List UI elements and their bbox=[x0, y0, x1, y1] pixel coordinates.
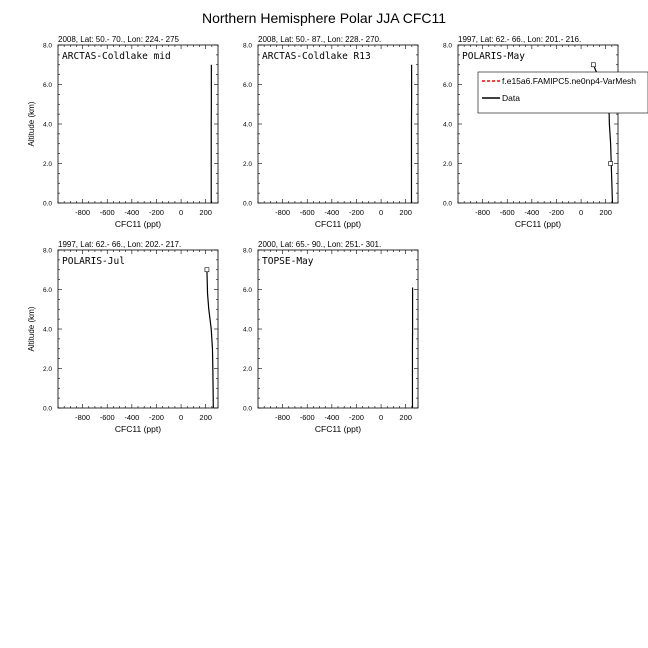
y-tick-label: 0.0 bbox=[42, 200, 52, 208]
plot-frame bbox=[458, 45, 618, 203]
x-tick-label: 200 bbox=[599, 208, 612, 217]
x-tick-label: -200 bbox=[148, 208, 164, 217]
x-tick-label: -400 bbox=[324, 208, 340, 217]
y-tick-label: 4.0 bbox=[242, 121, 252, 129]
y-tick-label: 8.0 bbox=[242, 42, 252, 50]
x-axis-label: CFC11 (ppt) bbox=[314, 219, 362, 229]
y-tick-label: 6.0 bbox=[242, 82, 252, 89]
legend bbox=[478, 72, 648, 113]
x-tick-label: 0 bbox=[178, 413, 184, 422]
y-tick-label: 0.0 bbox=[42, 405, 52, 413]
data-marker bbox=[591, 63, 595, 67]
y-tick-label: 0.0 bbox=[242, 200, 252, 208]
y-tick-label: 4.0 bbox=[442, 121, 452, 129]
y-tick-label: 4.0 bbox=[242, 326, 252, 334]
y-tick-label: 6.0 bbox=[242, 287, 252, 294]
x-tick-label: -800 bbox=[275, 208, 291, 217]
figure-title: Northern Hemisphere Polar JJA CFC11 bbox=[201, 10, 447, 26]
y-tick-label: 2.0 bbox=[42, 161, 52, 168]
y-tick-label: 6.0 bbox=[442, 82, 452, 89]
campaign-label: POLARIS-May bbox=[462, 51, 525, 62]
legend-entry: f.e15a6.FAMIPC5.ne0np4-VarMesh bbox=[502, 76, 637, 86]
panel-header: 2008, Lat: 50.- 70., Lon: 224.- 275 bbox=[58, 35, 179, 44]
plot-frame bbox=[258, 250, 418, 408]
y-tick-label: 8.0 bbox=[42, 247, 52, 255]
y-axis-label: Altitude (km) bbox=[27, 101, 36, 147]
x-tick-label: 0 bbox=[378, 208, 384, 217]
x-tick-label: -600 bbox=[299, 208, 315, 217]
y-tick-label: 6.0 bbox=[42, 82, 52, 89]
x-tick-label: -600 bbox=[99, 413, 115, 422]
campaign-label: ARCTAS-Coldlake R13 bbox=[262, 51, 371, 62]
panel-header: 2000, Lat: 65.- 90., Lon: 251.- 301. bbox=[258, 240, 382, 249]
campaign-label: POLARIS-Jul bbox=[62, 256, 125, 267]
y-tick-label: 0.0 bbox=[242, 405, 252, 413]
panel-header: 1997, Lat: 62.- 66., Lon: 202.- 217. bbox=[58, 240, 182, 249]
y-tick-label: 2.0 bbox=[242, 161, 252, 168]
y-tick-label: 4.0 bbox=[42, 326, 52, 334]
x-tick-label: -600 bbox=[499, 208, 515, 217]
data-marker bbox=[609, 162, 613, 166]
y-tick-label: 2.0 bbox=[42, 366, 52, 373]
panel-3 bbox=[443, 35, 648, 229]
x-tick-label: -600 bbox=[299, 413, 315, 422]
x-axis-label: CFC11 (ppt) bbox=[514, 219, 562, 229]
data-marker bbox=[205, 268, 209, 272]
x-tick-label: -400 bbox=[124, 413, 140, 422]
x-tick-label: 0 bbox=[378, 413, 384, 422]
x-axis-label: CFC11 (ppt) bbox=[114, 219, 162, 229]
panel-5 bbox=[243, 240, 418, 434]
panel-header: 2008, Lat: 50.- 87., Lon: 228.- 270. bbox=[258, 35, 382, 44]
x-tick-label: 200 bbox=[199, 208, 212, 217]
x-tick-label: -800 bbox=[475, 208, 491, 217]
panel-header: 1997, Lat: 62.- 66., Lon: 201.- 216. bbox=[458, 35, 582, 44]
panel-4 bbox=[27, 240, 218, 434]
y-tick-label: 4.0 bbox=[42, 121, 52, 129]
x-tick-label: -800 bbox=[275, 413, 291, 422]
x-tick-label: -800 bbox=[75, 208, 91, 217]
plot-frame bbox=[58, 45, 218, 203]
panel-1 bbox=[27, 35, 218, 229]
y-tick-label: 2.0 bbox=[442, 161, 452, 168]
panel-2 bbox=[243, 35, 418, 229]
y-tick-label: 2.0 bbox=[242, 366, 252, 373]
campaign-label: TOPSE-May bbox=[262, 256, 314, 267]
x-tick-label: 200 bbox=[399, 413, 412, 422]
x-tick-label: 0 bbox=[178, 208, 184, 217]
x-tick-label: -200 bbox=[148, 413, 164, 422]
plot-frame bbox=[258, 45, 418, 203]
legend-entry: Data bbox=[502, 93, 520, 103]
x-tick-label: -200 bbox=[348, 208, 364, 217]
x-tick-label: 200 bbox=[199, 413, 212, 422]
y-tick-label: 8.0 bbox=[42, 42, 52, 50]
plot-frame bbox=[58, 250, 218, 408]
x-axis-label: CFC11 (ppt) bbox=[114, 424, 162, 434]
y-tick-label: 0.0 bbox=[442, 200, 452, 208]
y-tick-label: 8.0 bbox=[442, 42, 452, 50]
x-tick-label: 200 bbox=[399, 208, 412, 217]
x-tick-label: -600 bbox=[99, 208, 115, 217]
x-axis-label: CFC11 (ppt) bbox=[314, 424, 362, 434]
x-tick-label: -400 bbox=[324, 413, 340, 422]
series-line-data bbox=[207, 270, 213, 408]
x-tick-label: -400 bbox=[524, 208, 540, 217]
x-tick-label: -200 bbox=[348, 413, 364, 422]
y-tick-label: 8.0 bbox=[242, 247, 252, 255]
campaign-label: ARCTAS-Coldlake mid bbox=[62, 51, 171, 62]
y-tick-label: 6.0 bbox=[42, 287, 52, 294]
x-tick-label: -200 bbox=[548, 208, 564, 217]
x-tick-label: -800 bbox=[75, 413, 91, 422]
y-axis-label: Altitude (km) bbox=[27, 306, 36, 352]
x-tick-label: -400 bbox=[124, 208, 140, 217]
x-tick-label: 0 bbox=[578, 208, 584, 217]
panels-container bbox=[27, 35, 648, 434]
